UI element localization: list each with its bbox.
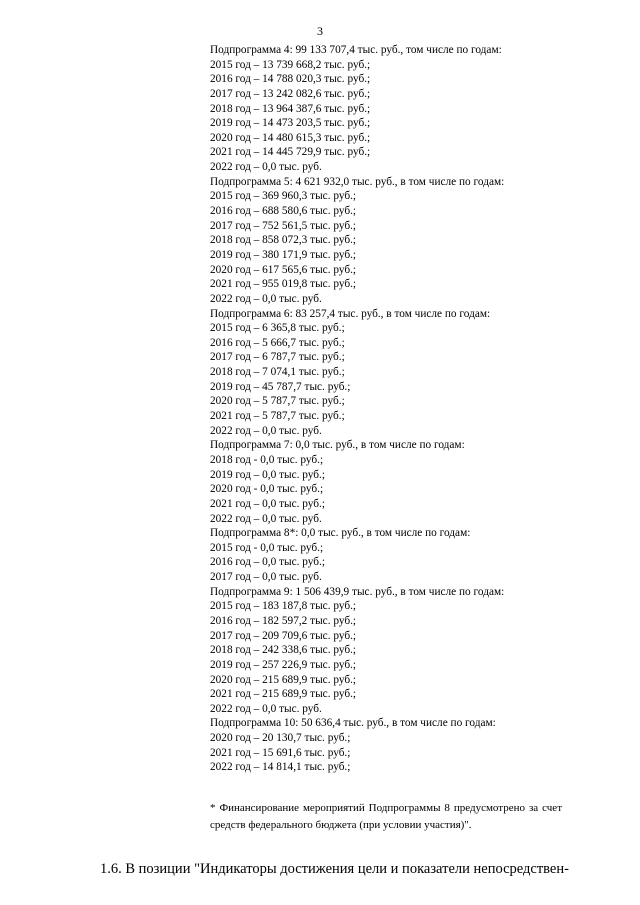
subprogram-total-line: Подпрограмма 8*: 0,0 тыс. руб., в том числе по годам:: [210, 527, 471, 540]
year-amount-line: 2020 год - 0,0 тыс. руб.;: [210, 483, 324, 496]
year-amount-line: 2017 год – 752 561,5 тыс. руб.;: [210, 219, 357, 232]
year-amount-line: 2020 год – 215 689,9 тыс. руб.;: [210, 673, 357, 686]
year-amount-line: 2022 год – 0,0 тыс. руб.: [210, 292, 322, 305]
year-amount-line: 2022 год – 0,0 тыс. руб.: [210, 161, 322, 174]
year-amount-line: 2016 год – 5 666,7 тыс. руб.;: [210, 336, 345, 349]
year-amount-line: 2020 год – 5 787,7 тыс. руб.;: [210, 395, 345, 408]
year-amount-line: 2015 год – 183 187,8 тыс. руб.;: [210, 600, 357, 613]
year-amount-line: 2021 год – 215 689,9 тыс. руб.;: [210, 688, 357, 701]
year-amount-line: 2015 год – 13 739 668,2 тыс. руб.;: [210, 58, 371, 71]
year-amount-line: 2018 год – 7 074,1 тыс. руб.;: [210, 366, 345, 379]
year-amount-line: 2016 год – 14 788 020,3 тыс. руб.;: [210, 73, 371, 86]
year-amount-line: 2020 год – 617 565,6 тыс. руб.;: [210, 263, 357, 276]
year-amount-line: 2022 год – 0,0 тыс. руб.: [210, 512, 322, 525]
year-amount-line: 2015 год – 6 365,8 тыс. руб.;: [210, 322, 345, 335]
subprogram-total-line: Подпрограмма 9: 1 506 439,9 тыс. руб., в том числе по годам:: [210, 585, 505, 598]
year-amount-line: 2019 год – 45 787,7 тыс. руб.;: [210, 380, 351, 393]
year-amount-line: 2021 год – 15 691,6 тыс. руб.;: [210, 746, 351, 759]
year-amount-line: 2020 год – 20 130,7 тыс. руб.;: [210, 732, 351, 745]
year-amount-line: 2018 год – 858 072,3 тыс. руб.;: [210, 234, 357, 247]
year-amount-line: 2016 год – 688 580,6 тыс. руб.;: [210, 205, 357, 218]
subprogram-total-line: Подпрограмма 7: 0,0 тыс. руб., в том числе по годам:: [210, 439, 465, 452]
year-amount-line: 2016 год – 0,0 тыс. руб.;: [210, 556, 325, 569]
year-amount-line: 2017 год – 0,0 тыс. руб.: [210, 571, 322, 584]
year-amount-line: 2015 год – 369 960,3 тыс. руб.;: [210, 190, 357, 203]
year-amount-line: 2015 год - 0,0 тыс. руб.;: [210, 541, 324, 554]
year-amount-line: 2022 год – 14 814,1 тыс. руб.;: [210, 761, 351, 774]
year-amount-line: 2022 год – 0,0 тыс. руб.: [210, 702, 322, 715]
year-amount-line: 2019 год – 0,0 тыс. руб.;: [210, 468, 325, 481]
year-amount-line: 2021 год – 5 787,7 тыс. руб.;: [210, 410, 345, 423]
subprogram-total-line: Подпрограмма 6: 83 257,4 тыс. руб., в том числе по годам:: [210, 307, 491, 320]
subprogram-total-line: Подпрограмма 5: 4 621 932,0 тыс. руб., в том числе по годам:: [210, 175, 505, 188]
year-amount-line: 2017 год – 209 709,6 тыс. руб.;: [210, 629, 357, 642]
year-amount-line: 2019 год – 257 226,9 тыс. руб.;: [210, 658, 357, 671]
year-amount-line: 2017 год – 6 787,7 тыс. руб.;: [210, 351, 345, 364]
year-amount-line: 2022 год – 0,0 тыс. руб.: [210, 424, 322, 437]
year-amount-line: 2017 год – 13 242 082,6 тыс. руб.;: [210, 87, 371, 100]
year-amount-line: 2021 год – 14 445 729,9 тыс. руб.;: [210, 146, 371, 159]
year-amount-line: 2018 год – 13 964 387,6 тыс. руб.;: [210, 102, 371, 115]
year-amount-line: 2019 год – 380 171,9 тыс. руб.;: [210, 248, 357, 261]
year-amount-line: 2019 год – 14 473 203,5 тыс. руб.;: [210, 117, 371, 130]
section-heading-continuation: 1.6. В позиции "Индикаторы достижения цели и показатели непосредствен-: [100, 861, 569, 877]
subprogram-total-line: Подпрограмма 4: 99 133 707,4 тыс. руб., том числе по годам:: [210, 44, 502, 56]
year-amount-line: 2016 год – 182 597,2 тыс. руб.;: [210, 614, 357, 627]
subprogram-total-line: Подпрограмма 10: 50 636,4 тыс. руб., в том числе по годам:: [210, 717, 496, 730]
year-amount-line: 2018 год - 0,0 тыс. руб.;: [210, 453, 324, 466]
year-amount-line: 2018 год – 242 338,6 тыс. руб.;: [210, 644, 357, 657]
page-number: 3: [317, 24, 323, 38]
footnote: * Финансирование мероприятий Подпрограммы 8 предусмотрено за счет средств федерального бюджета (при условии участия)".: [210, 802, 562, 831]
year-amount-line: 2021 год – 955 019,8 тыс. руб.;: [210, 278, 357, 291]
year-amount-line: 2021 год – 0,0 тыс. руб.;: [210, 497, 325, 510]
funding-lines: [210, 43, 504, 775]
year-amount-line: 2020 год – 14 480 615,3 тыс. руб.;: [210, 131, 371, 144]
